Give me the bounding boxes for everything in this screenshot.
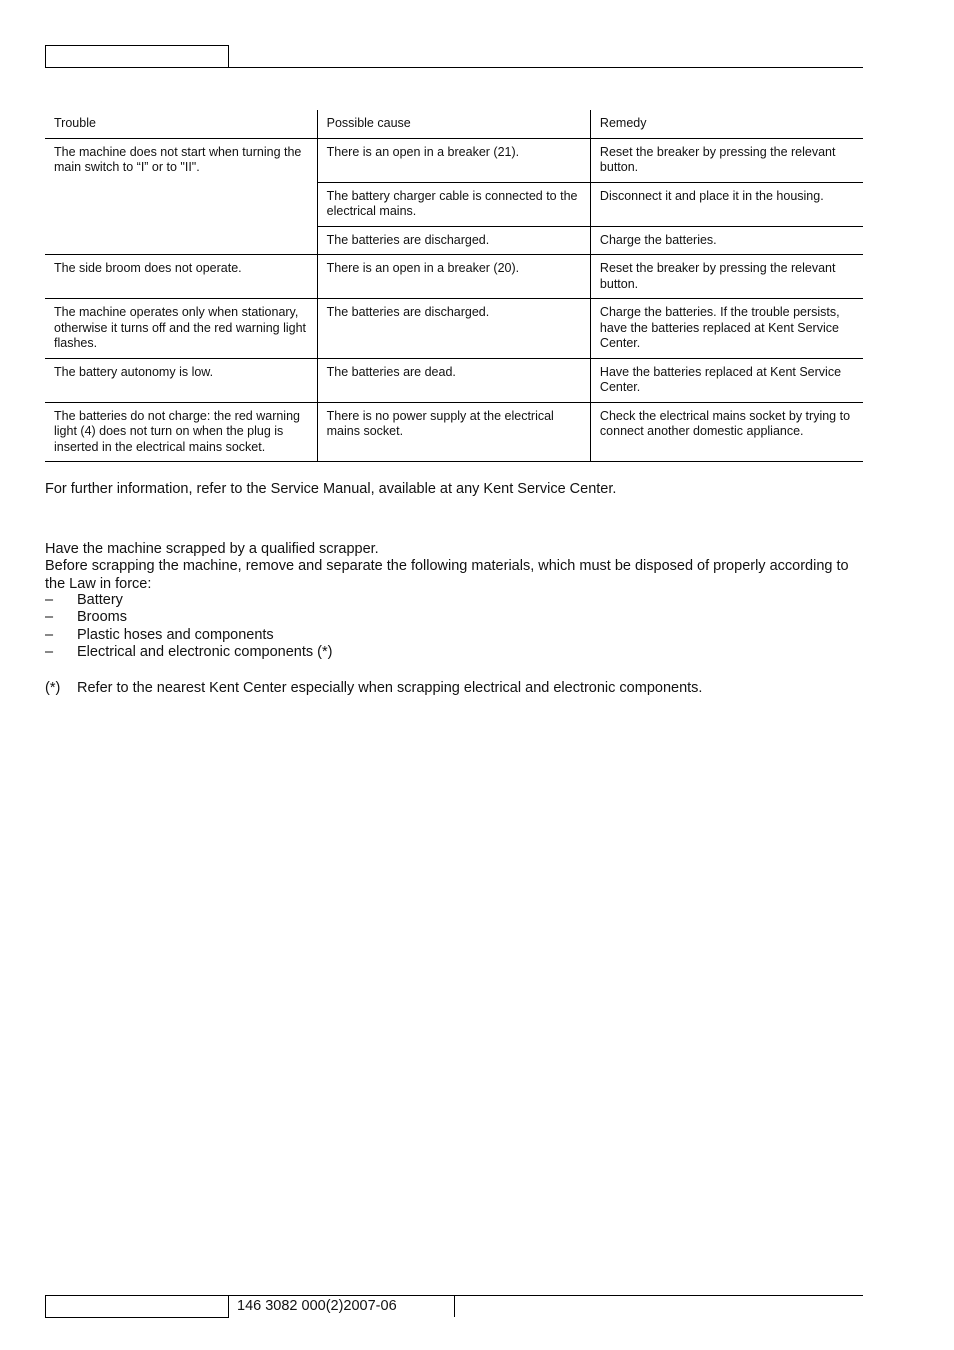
trouble-cell: The battery autonomy is low.	[45, 358, 317, 402]
header-box	[45, 45, 229, 68]
list-dash: –	[45, 592, 54, 608]
scrap-intro: Have the machine scrapped by a qualified scrapper.	[45, 541, 379, 557]
materials-list	[45, 592, 332, 662]
cause-cell: There is an open in a breaker (21).	[317, 138, 590, 182]
list-dash: –	[45, 609, 54, 626]
table-row	[45, 299, 863, 359]
cause-cell: There is an open in a breaker (20).	[317, 255, 590, 299]
footer-separator	[454, 1296, 455, 1317]
remedy-cell: Check the electrical mains socket by trying to connect another domestic appliance.	[590, 402, 863, 462]
header-trouble: Trouble	[45, 110, 317, 138]
trouble-cell: The batteries do not charge: the red warning light (4) does not turn on when the plug is inserted in the electrical mains socket.	[45, 402, 317, 462]
table-row	[45, 402, 863, 462]
further-info-text: For further information, refer to the Service Manual, available at any Kent Service Center.	[45, 481, 617, 497]
table-header-row	[45, 110, 863, 138]
list-dash: –	[45, 644, 54, 661]
header-remedy: Remedy	[590, 110, 863, 138]
list-item: – Electrical and electronic components (*)	[45, 644, 333, 661]
list-dash: –	[45, 626, 54, 643]
remedy-cell: Reset the breaker by pressing the relevant button.	[590, 138, 863, 182]
trouble-cell: The machine operates only when stationary, otherwise it turns off and the red warning light flashes.	[45, 299, 317, 359]
remedy-cell: Reset the breaker by pressing the relevant button.	[590, 255, 863, 299]
header-rule	[45, 67, 863, 68]
remedy-cell: Have the batteries replaced at Kent Service Center.	[590, 358, 863, 402]
remedy-cell: Charge the batteries.	[590, 226, 863, 255]
troubleshooting-table	[45, 110, 863, 462]
table-row	[45, 358, 863, 402]
cause-cell: The battery charger cable is connected to the electrical mains.	[317, 182, 590, 226]
list-item: – Plastic hoses and components	[45, 626, 274, 643]
document-code: 146 3082 000(2)2007-06	[237, 1298, 397, 1314]
table-row	[45, 255, 863, 299]
cause-cell: The batteries are dead.	[317, 358, 590, 402]
list-item: – Brooms	[45, 609, 127, 626]
remedy-cell: Charge the batteries. If the trouble persists, have the batteries replaced at Kent Service Center.	[590, 299, 863, 359]
cause-cell: The batteries are discharged.	[317, 226, 590, 255]
scrap-instructions: Before scrapping the machine, remove and separate the following materials, which must be disposed of properly according to the Law in force:	[45, 558, 849, 592]
trouble-cell: The machine does not start when turning the main switch to “I” or to "II".	[45, 138, 317, 255]
footnote-text: Refer to the nearest Kent Center especially when scrapping electrical and electronic components.	[77, 680, 703, 696]
footer-box	[45, 1296, 229, 1318]
table-row	[45, 138, 863, 182]
footnote-mark: (*)	[45, 680, 61, 696]
header-possible-cause: Possible cause	[317, 110, 590, 138]
cause-cell: The batteries are discharged.	[317, 299, 590, 359]
cause-cell: There is no power supply at the electrical mains socket.	[317, 402, 590, 462]
remedy-cell: Disconnect it and place it in the housing.	[590, 182, 863, 226]
trouble-cell: The side broom does not operate.	[45, 255, 317, 299]
list-item: – Battery	[45, 592, 123, 608]
